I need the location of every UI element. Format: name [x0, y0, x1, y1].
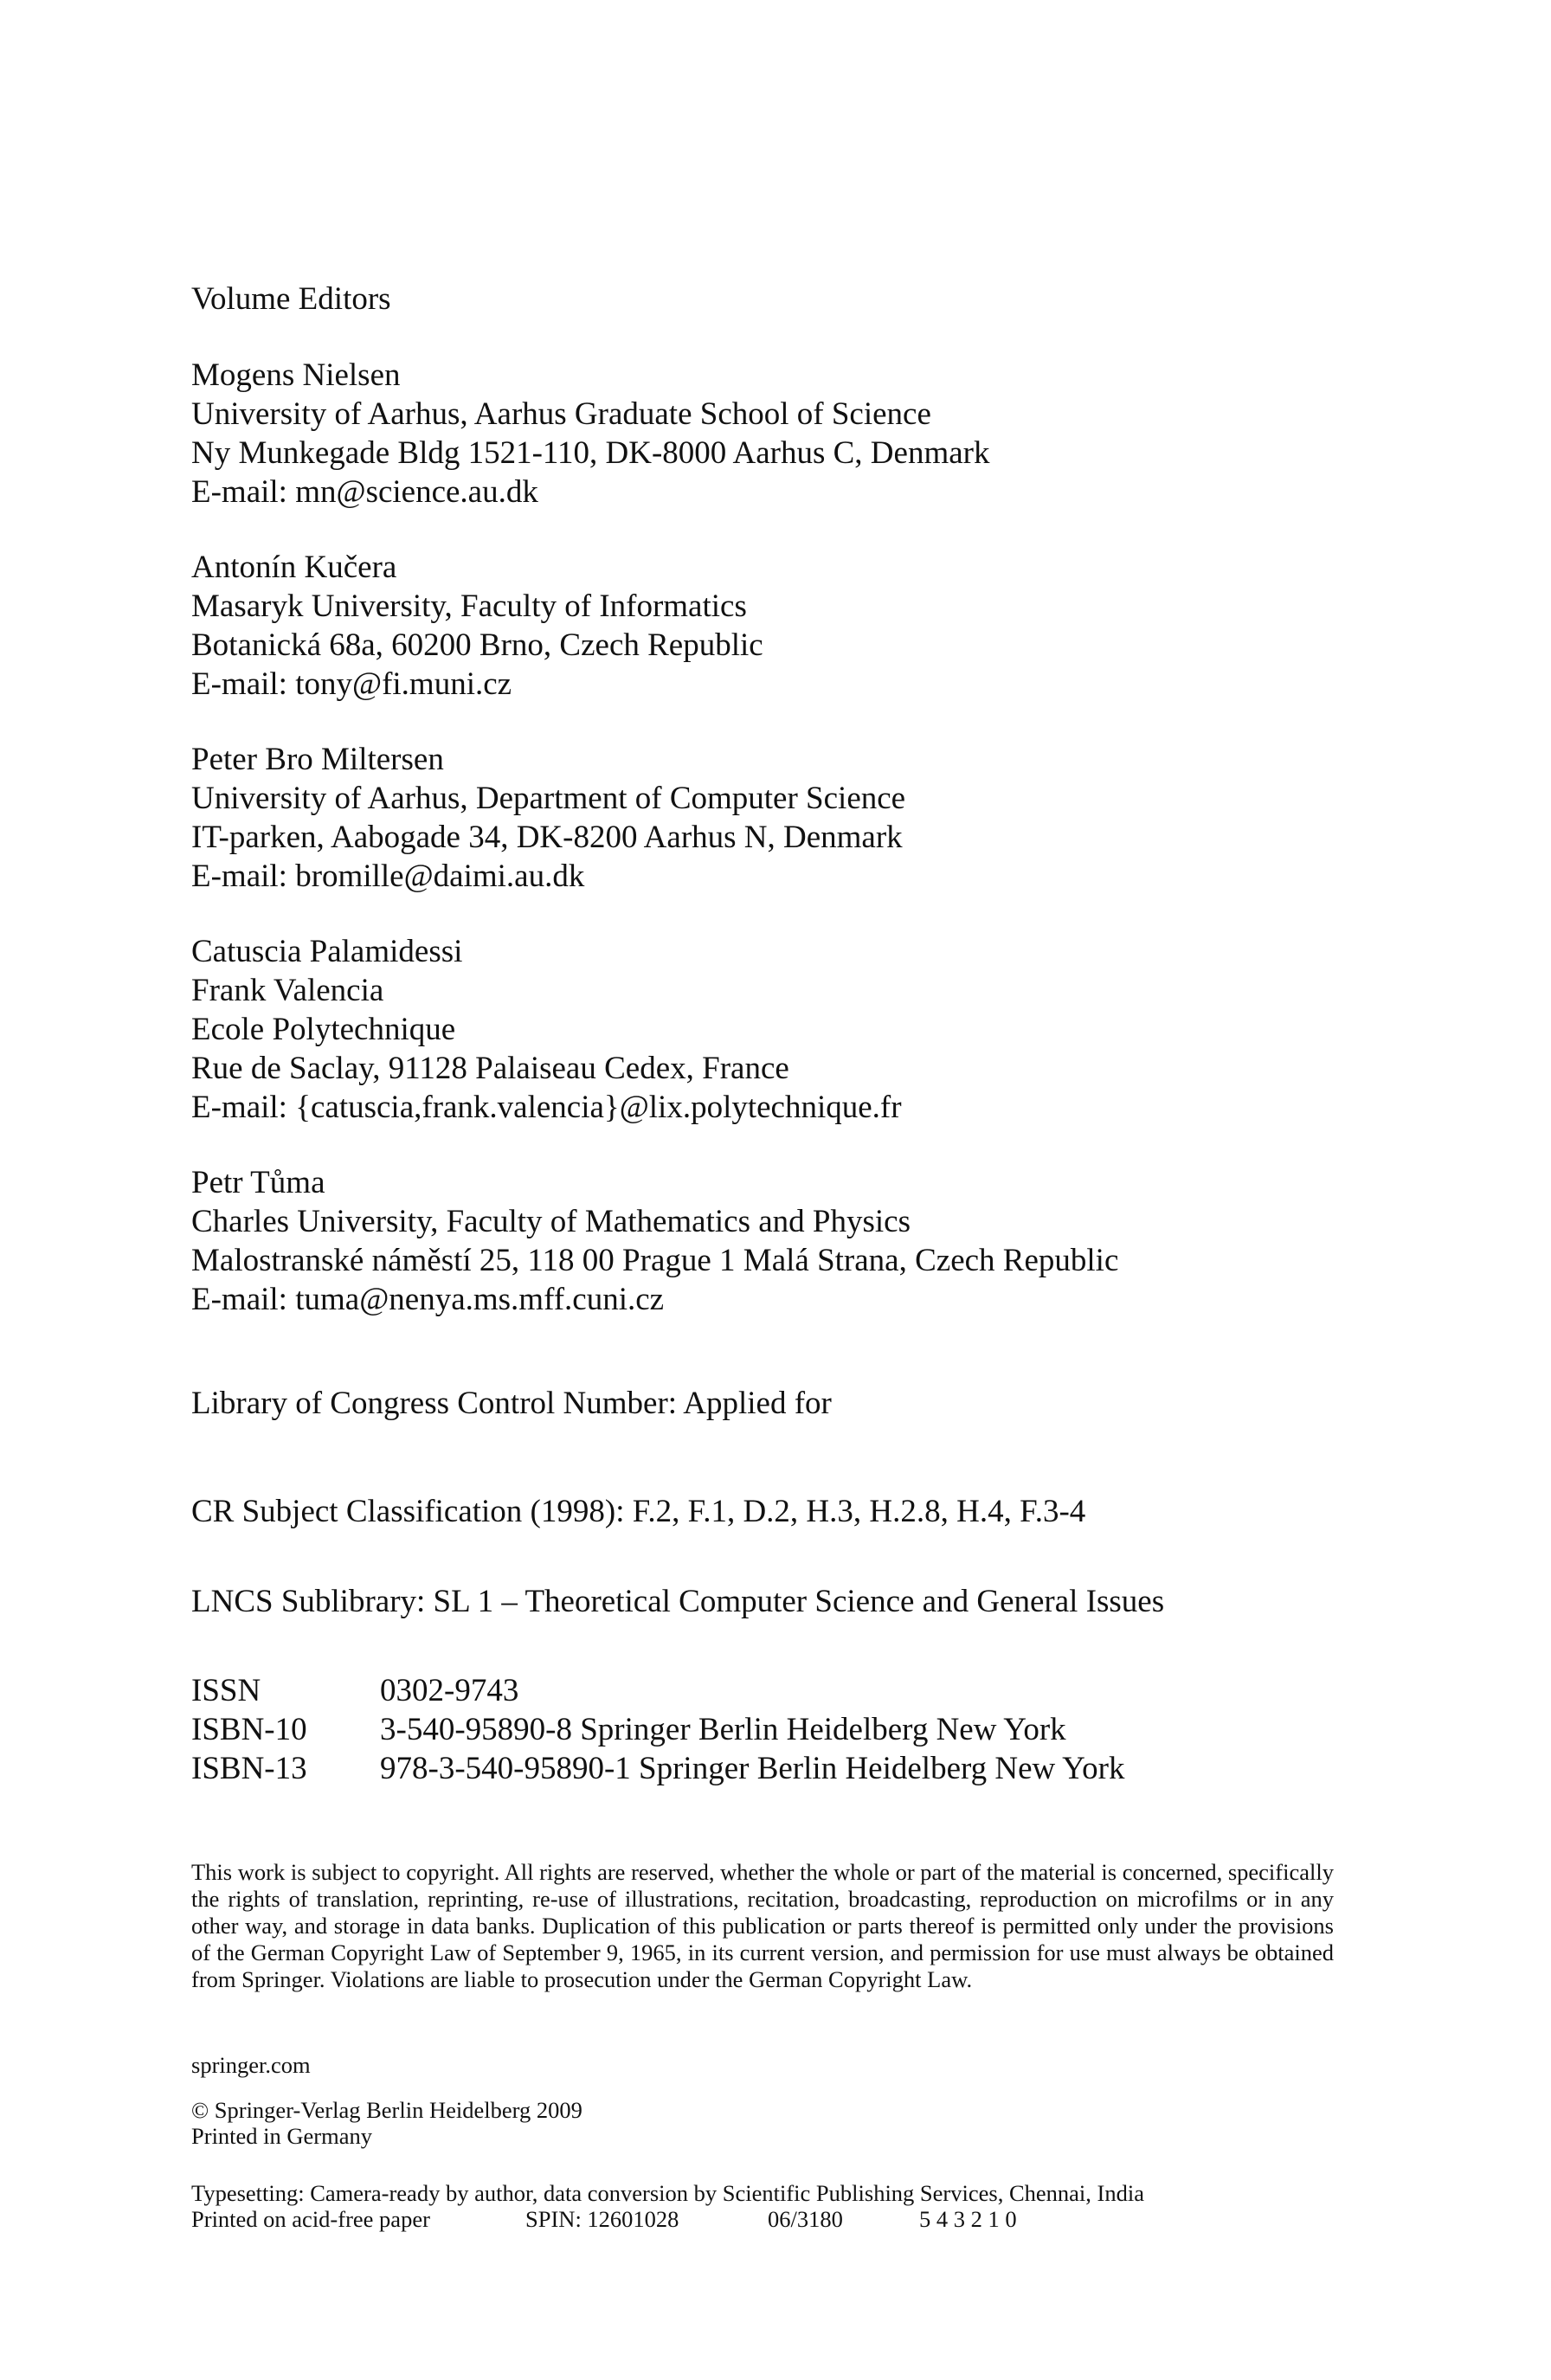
editor-name: Catuscia Palamidessi — [191, 934, 463, 969]
publisher-website: springer.com — [191, 2052, 311, 2078]
volume-editors-heading: Volume Editors — [191, 281, 391, 317]
editor-affiliation: Charles University, Faculty of Mathematics and Physics — [191, 1204, 911, 1239]
typesetting-line: Typesetting: Camera-ready by author, data conversion by Scientific Publishing Services, Chennai, India — [191, 2180, 1144, 2206]
editor-name: Mogens Nielsen — [191, 357, 401, 393]
editor-affiliation: University of Aarhus, Department of Computer Science — [191, 781, 906, 816]
cr-subject-classification: CR Subject Classification (1998): F.2, F.1, D.2, H.3, H.2.8, H.4, F.3-4 — [191, 1494, 1086, 1529]
editor-address: Malostranské náměstí 25, 118 00 Prague 1 Malá Strana, Czech Republic — [191, 1243, 1119, 1278]
editor-address: Botanická 68a, 60200 Brno, Czech Republic — [191, 627, 763, 663]
isbn10-value: 3-540-95890-8 Springer Berlin Heidelberg New York — [380, 1712, 1066, 1747]
editor-name: Antonín Kučera — [191, 550, 397, 585]
editor-name: Petr Tůma — [191, 1165, 325, 1200]
spin-number: SPIN: 12601028 — [525, 2206, 679, 2232]
editor-email: E-mail: tony@fi.muni.cz — [191, 666, 512, 702]
editor-address: Ny Munkegade Bldg 1521-110, DK-8000 Aarhus C, Denmark — [191, 435, 990, 471]
copyright-line: © Springer-Verlag Berlin Heidelberg 2009 — [191, 2097, 582, 2123]
editor-address: IT-parken, Aabogade 34, DK-8200 Aarhus N, Denmark — [191, 820, 903, 855]
copyright-notice: This work is subject to copyright. All rights are reserved, whether the whole or part of the material is concerned, specifically the rights of translation, reprinting, re-use of illustrations, recitation, broadcasting, reproduction on microfilms or in any other way, and storage in data banks. Duplication of this publication or parts thereof is permitted only under the provisions of the German Copyright Law of September 9, 1965, in its current version, and permission for use must always be obtained from Springer. Violations are liable to prosecution under the German Copyright Law. — [191, 1859, 1334, 1992]
editor-affiliation: Masaryk University, Faculty of Informatics — [191, 589, 747, 624]
editor-affiliation: University of Aarhus, Aarhus Graduate School of Science — [191, 396, 931, 432]
issn-label: ISSN — [191, 1673, 261, 1708]
print-code: 06/3180 — [768, 2206, 843, 2232]
paper-note: Printed on acid-free paper — [191, 2206, 430, 2232]
isbn13-value: 978-3-540-95890-1 Springer Berlin Heidelberg New York — [380, 1751, 1125, 1786]
loc-control-number: Library of Congress Control Number: Applied for — [191, 1386, 832, 1421]
editor-name: Peter Bro Miltersen — [191, 742, 444, 777]
issn-value: 0302-9743 — [380, 1673, 519, 1708]
editor-email: E-mail: mn@science.au.dk — [191, 474, 538, 510]
editor-email: E-mail: tuma@nenya.ms.mff.cuni.cz — [191, 1282, 665, 1317]
editor-name-second: Frank Valencia — [191, 973, 384, 1008]
isbn13-label: ISBN-13 — [191, 1751, 307, 1786]
editor-address: Rue de Saclay, 91128 Palaiseau Cedex, France — [191, 1051, 789, 1086]
printed-in-line: Printed in Germany — [191, 2123, 373, 2149]
printing-line: 5 4 3 2 1 0 — [919, 2206, 1017, 2232]
isbn10-label: ISBN-10 — [191, 1712, 307, 1747]
editor-affiliation: Ecole Polytechnique — [191, 1012, 456, 1047]
lncs-sublibrary: LNCS Sublibrary: SL 1 – Theoretical Computer Science and General Issues — [191, 1584, 1165, 1619]
editor-email: E-mail: {catuscia,frank.valencia}@lix.polytechnique.fr — [191, 1090, 902, 1125]
editor-email: E-mail: bromille@daimi.au.dk — [191, 859, 585, 894]
